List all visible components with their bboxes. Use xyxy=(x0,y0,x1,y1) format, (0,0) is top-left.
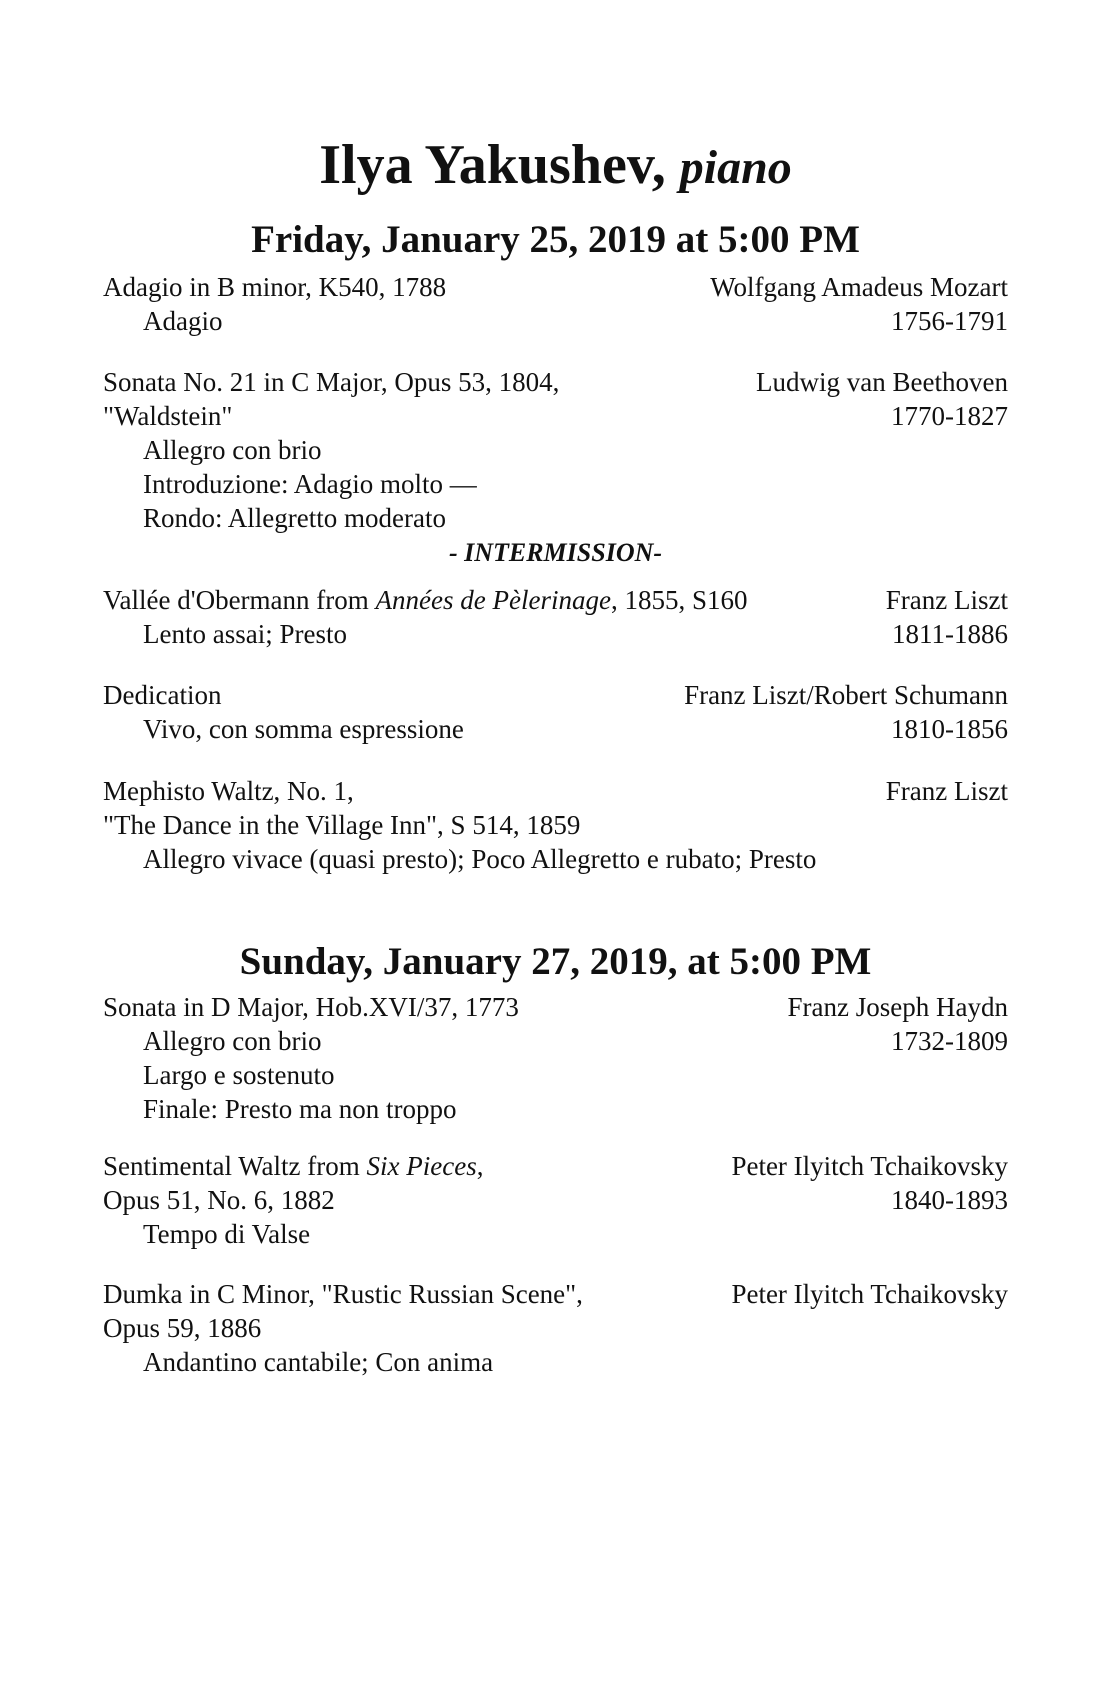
movement: Rondo: Allegretto moderato xyxy=(143,503,446,533)
movement: Vivo, con somma espressione xyxy=(143,714,464,744)
composer-name: Wolfgang Amadeus Mozart xyxy=(710,272,1008,302)
piece-title-pre: Sentimental Waltz from xyxy=(103,1151,367,1181)
piece-haydn-sonata xyxy=(103,990,1008,1126)
composer-name: Ludwig van Beethoven xyxy=(756,367,1008,397)
piece-title: Sonata in D Major, Hob.XVI/37, 1773 xyxy=(103,992,519,1022)
composer-years: 1811-1886 xyxy=(892,619,1008,649)
piece-subtitle: Opus 59, 1886 xyxy=(103,1313,262,1343)
movement: Introduzione: Adagio molto — xyxy=(143,469,477,499)
piece-title: Dedication xyxy=(103,680,222,710)
concert2-date: Sunday, January 27, 2019, at 5:00 PM xyxy=(239,940,872,983)
piece-subtitle: "The Dance in the Village Inn", S 514, 1859 xyxy=(103,810,581,840)
movement: Andantino cantabile; Con anima xyxy=(143,1347,494,1377)
movement: Allegro con brio xyxy=(143,435,322,465)
composer-years: 1770-1827 xyxy=(891,401,1008,431)
piece-title xyxy=(103,1149,731,1183)
piece-title: Mephisto Waltz, No. 1, xyxy=(103,776,354,806)
composer-name: Peter Ilyitch Tchaikovsky xyxy=(731,1151,1008,1181)
composer-name: Franz Liszt xyxy=(885,585,1008,615)
piece-title-post: , xyxy=(476,1151,484,1181)
composer-name: Franz Liszt/Robert Schumann xyxy=(684,680,1008,710)
composer-name: Franz Liszt xyxy=(885,776,1008,806)
piece-mephisto-waltz xyxy=(103,774,1008,876)
piece-title: Adagio in B minor, K540, 1788 xyxy=(103,272,447,302)
piece-liszt-obermann xyxy=(103,583,1008,651)
composer-name: Franz Joseph Haydn xyxy=(787,992,1008,1022)
piece-dumka xyxy=(103,1277,1008,1379)
piece-sentimental-waltz xyxy=(103,1149,1008,1251)
movement: Lento assai; Presto xyxy=(143,619,347,649)
piece-title: Sonata No. 21 in C Major, Opus 53, 1804, xyxy=(103,367,560,397)
performer-name: Ilya Yakushev xyxy=(319,134,652,196)
composer-years: 1756-1791 xyxy=(891,306,1008,336)
collection-title: Six Pieces xyxy=(366,1151,477,1181)
movement: Allegro vivace (quasi presto); Poco Allegretto e rubato; Presto xyxy=(143,844,817,874)
piece-dedication xyxy=(103,678,1008,746)
piece-title-post: , 1855, S160 xyxy=(610,585,748,615)
composer-years: 1840-1893 xyxy=(891,1185,1008,1215)
piece-subtitle: "Waldstein" xyxy=(103,401,233,431)
intermission-label: - INTERMISSION- xyxy=(448,538,663,567)
piece-beethoven-waldstein xyxy=(103,365,1008,535)
composer-name: Peter Ilyitch Tchaikovsky xyxy=(731,1279,1008,1309)
collection-title: Années de Pèlerinage xyxy=(375,585,611,615)
program-title: Ilya Yakushev, piano xyxy=(319,134,792,196)
movement: Tempo di Valse xyxy=(143,1219,311,1249)
piece-subtitle: Opus 51, No. 6, 1882 xyxy=(103,1185,335,1215)
movement: Finale: Presto ma non troppo xyxy=(143,1094,457,1124)
movement: Adagio xyxy=(143,306,223,336)
piece-title xyxy=(103,583,886,617)
piece-title-pre: Vallée d'Obermann from xyxy=(103,585,376,615)
movement: Largo e sostenuto xyxy=(143,1060,335,1090)
piece-mozart-adagio xyxy=(103,270,1008,338)
instrument: piano xyxy=(679,141,792,194)
composer-years: 1810-1856 xyxy=(891,714,1008,744)
piece-title: Dumka in C Minor, "Rustic Russian Scene", xyxy=(103,1279,583,1309)
composer-years: 1732-1809 xyxy=(891,1026,1008,1056)
movement: Allegro con brio xyxy=(143,1026,322,1056)
concert1-date: Friday, January 25, 2019 at 5:00 PM xyxy=(251,218,860,261)
